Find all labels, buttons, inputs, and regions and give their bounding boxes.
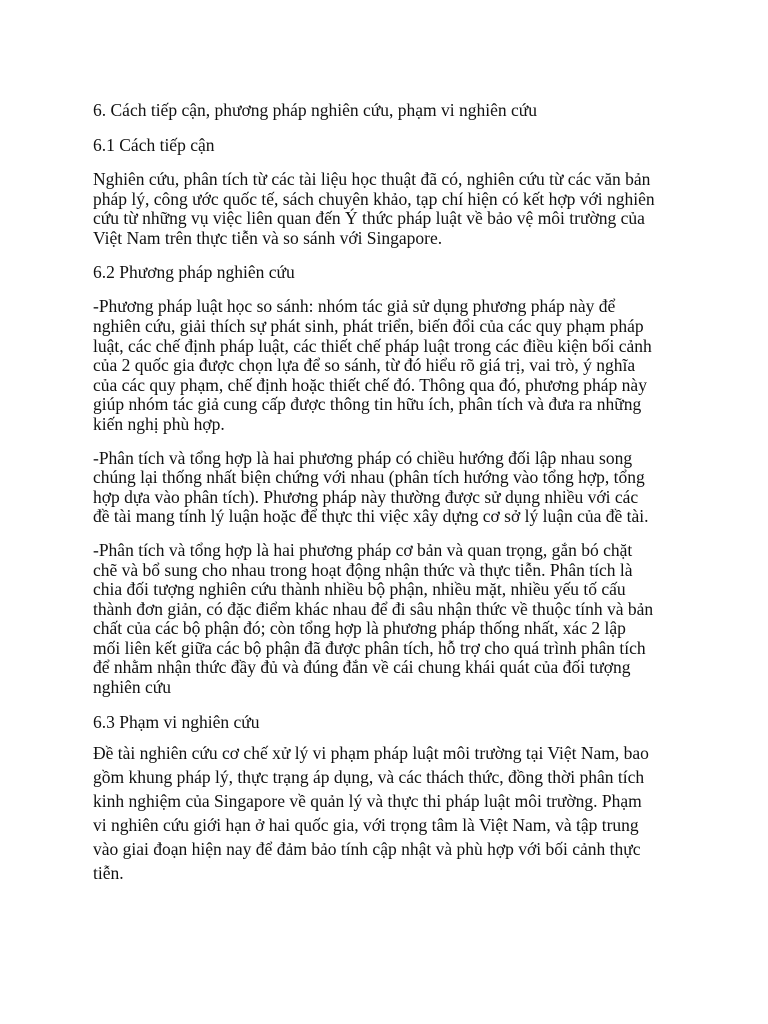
subsection-heading-methods: 6.2 Phương pháp nghiên cứu — [93, 262, 295, 283]
methods-paragraph-comparative: -Phương pháp luật học so sánh: nhóm tác giả sử dụng phương pháp này để nghiên cứu, giải thích sự phát sinh, phát triển, biến đổi của các quy phạm pháp luật, các chế định pháp luật, các thiết chế pháp luật trong các điều kiện bối cảnh của 2 quốc gia được chọn lựa để so sánh, từ đó hiểu rõ giá trị, vai trò, ý nghĩa của các quy phạm, chế định hoặc thiết chế đó. Thông qua đó, phương pháp này giúp nhóm tác giả cung cấp được thông tin hữu ích, phân tích và đưa ra những kiến nghị phù hợp. — [93, 296, 652, 434]
subsection-heading-scope: 6.3 Phạm vi nghiên cứu — [93, 711, 260, 732]
section-heading: 6. Cách tiếp cận, phương pháp nghiên cứu, phạm vi nghiên cứu — [93, 100, 537, 120]
scope-paragraph: Đề tài nghiên cứu cơ chế xử lý vi phạm pháp luật môi trường tại Việt Nam, bao gồm khung pháp lý, thực trạng áp dụng, và các thách thức, đồng thời phân tích kinh nghiệm của Singapore về quản lý và thực thi pháp luật môi trường. Phạm vi nghiên cứu giới hạn ở hai quốc gia, với trọng tâm là Việt Nam, và tập trung vào giai đoạn hiện nay để đảm bảo tính cập nhật và phù hợp với bối cảnh thực tiễn. — [93, 742, 649, 883]
methods-paragraph-analysis-synthesis: -Phân tích và tổng hợp là hai phương pháp có chiều hướng đối lập nhau song chúng lại thống nhất biện chứng với nhau (phân tích hướng vào tổng hợp, tổng hợp dựa vào phân tích). Phương pháp này thường được sử dụng nhiều với các đề tài mang tính lý luận hoặc để thực thi việc xây dựng cơ sở lý luận của đề tài. — [93, 447, 649, 527]
subsection-heading-approach: 6.1 Cách tiếp cận — [93, 135, 215, 155]
document-page — [93, 100, 673, 899]
approach-paragraph: Nghiên cứu, phân tích từ các tài liệu học thuật đã có, nghiên cứu từ các văn bản pháp lý, công ước quốc tế, sách chuyên khảo, tạp chí hiện có kết hợp với nghiên cứu từ những vụ việc liên quan đến Ý thức pháp luật về bảo vệ môi trường của Việt Nam trên thực tiễn và so sánh với Singapore. — [93, 169, 655, 248]
methods-paragraph-analysis-detail: -Phân tích và tổng hợp là hai phương pháp cơ bản và quan trọng, gắn bó chặt chẽ và bổ sung cho nhau trong hoạt động nhận thức và thực tiễn. Phân tích là chia đối tượng nghiên cứu thành nhiều bộ phận, nhiều mặt, nhiều yếu tố cấu thành đơn giản, có đặc điểm khác nhau để đi sâu nhận thức về thuộc tính và bản chất của các bộ phận đó; còn tổng hợp là phương pháp thống nhất, xác 2 lập mối liên kết giữa các bộ phận đã được phân tích, hỗ trợ cho quá trình phân tích để nhằm nhận thức đầy đủ và đúng đắn về cái chung khái quát của đối tượng nghiên cứu — [93, 539, 654, 698]
